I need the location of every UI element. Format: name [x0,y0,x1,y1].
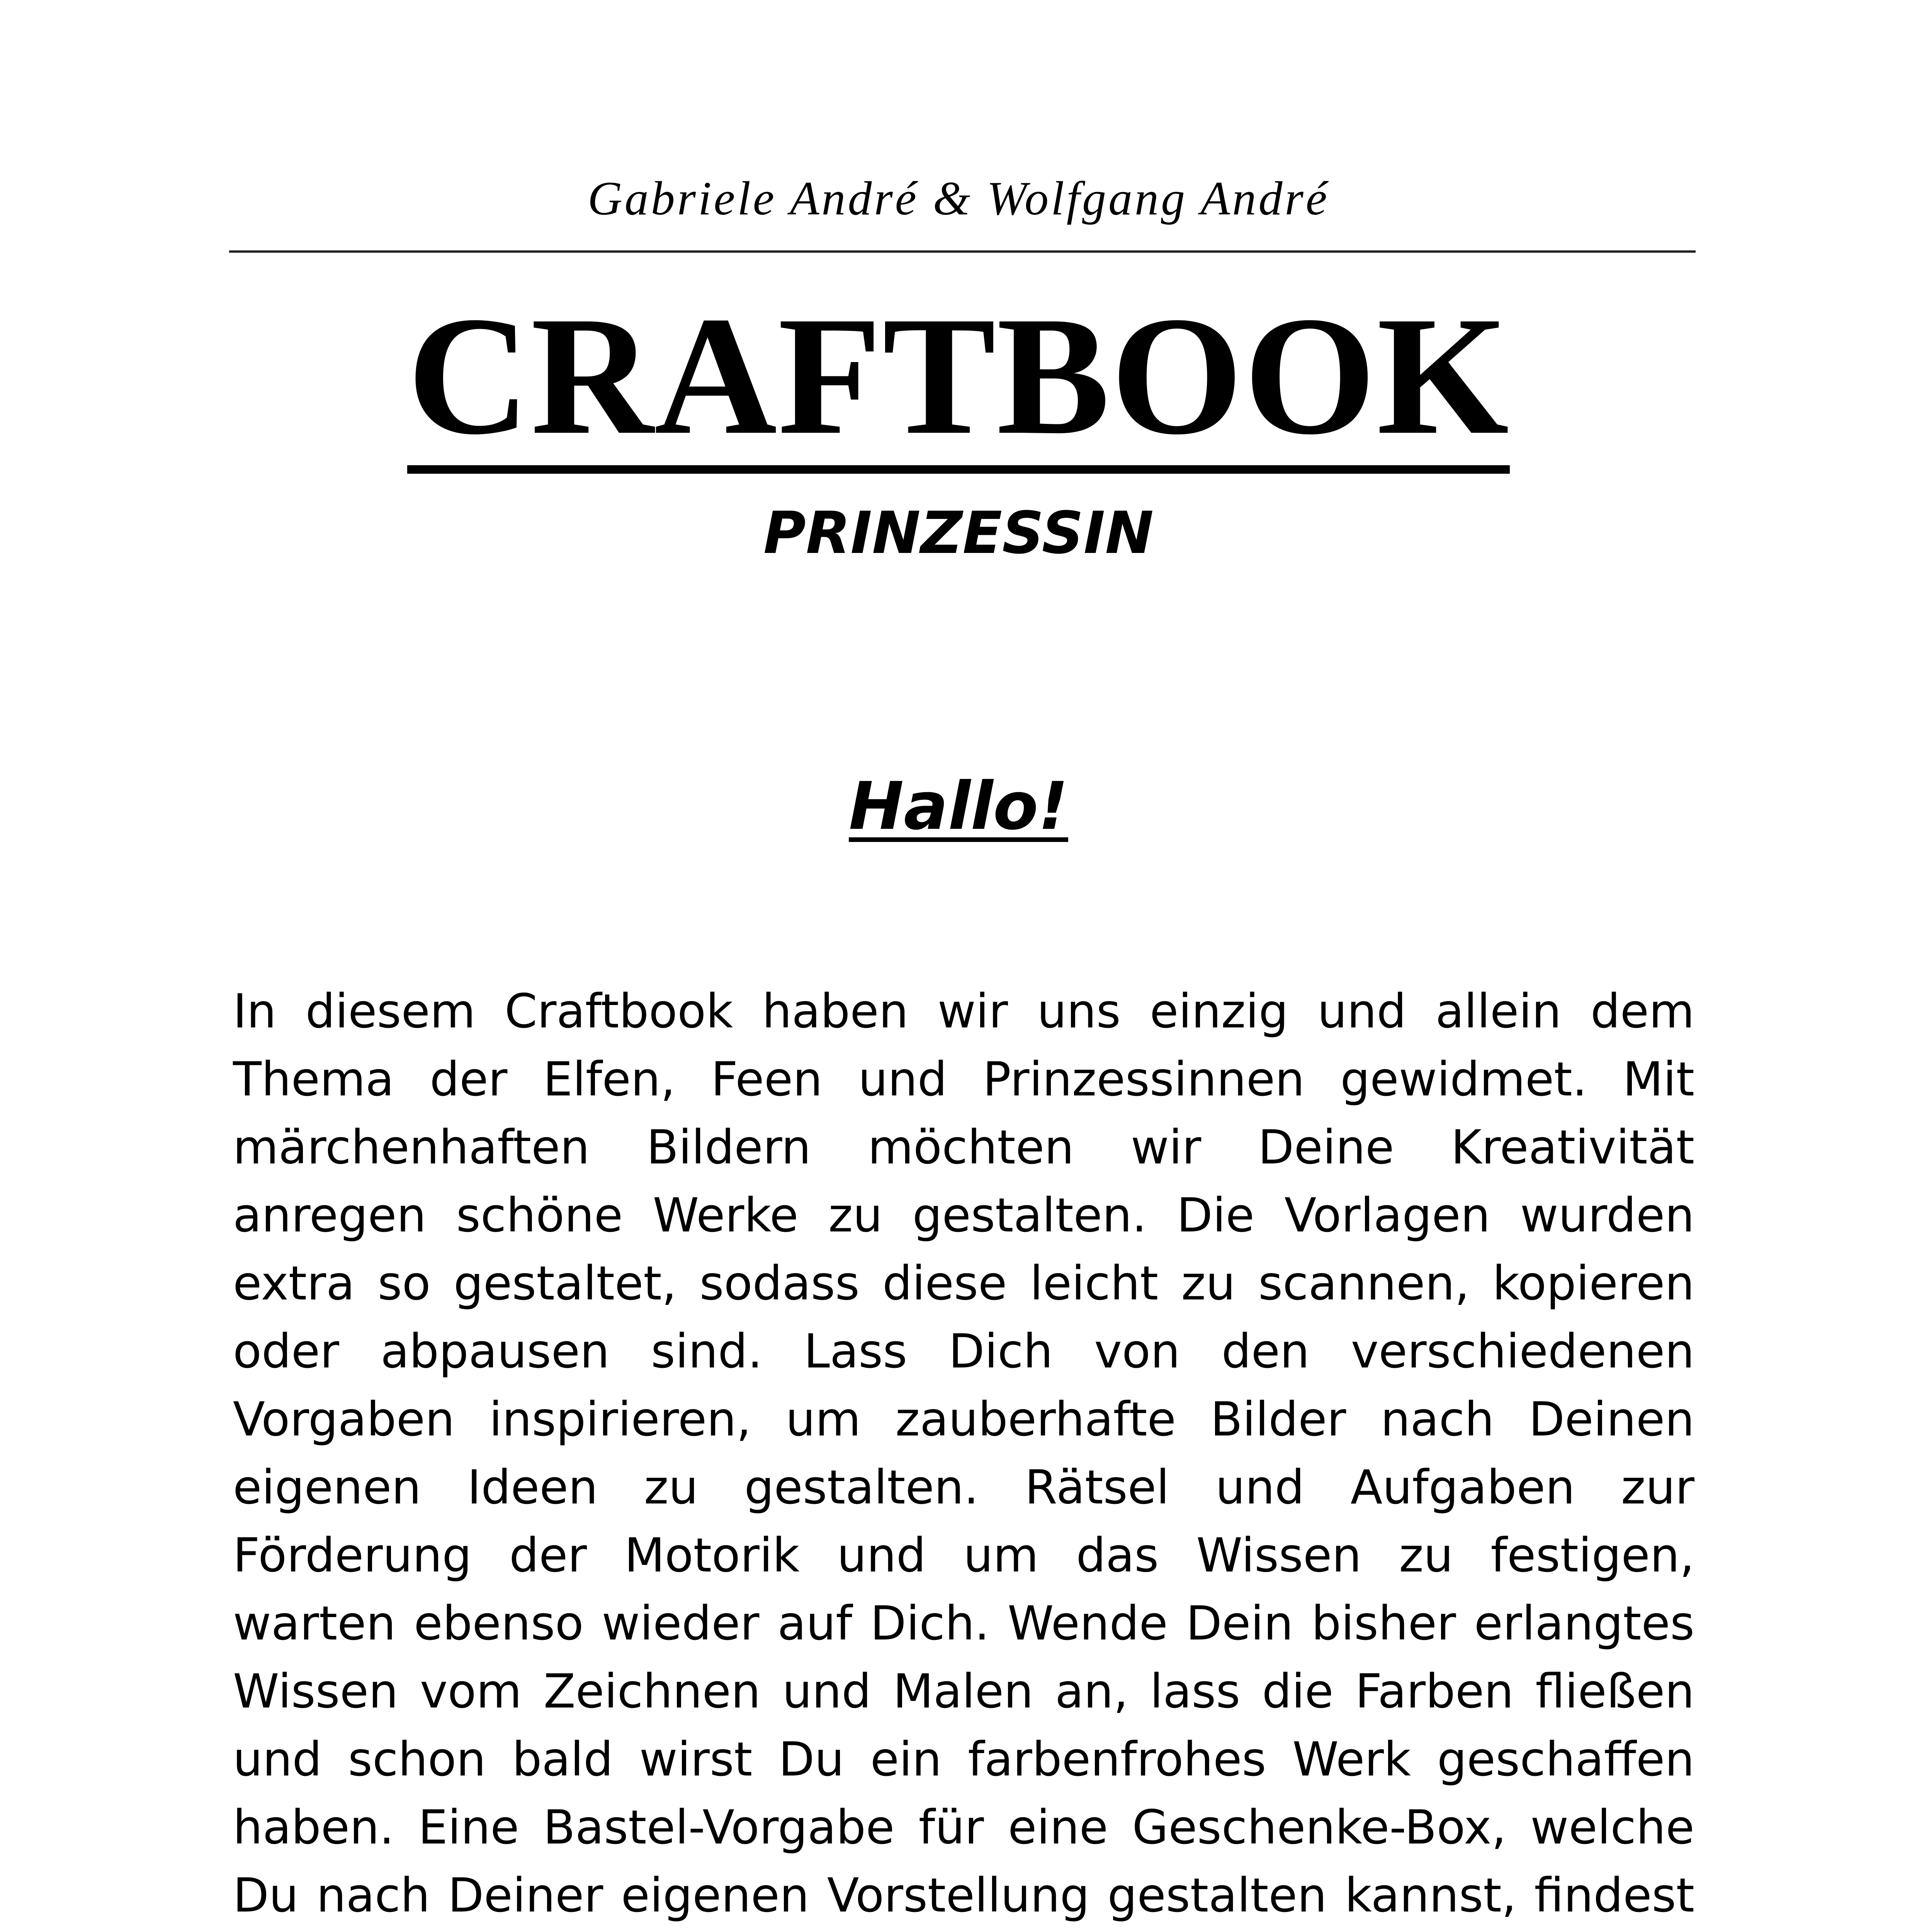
author-line: Gabriele André & Wolfgang André [588,172,1329,225]
greeting-text: Hallo! [849,768,1068,845]
book-title [0,278,1917,474]
book-subtitle: PRINZESSIN [763,500,1154,567]
greeting-heading [0,767,1917,846]
intro-paragraph: In diesem Craftbook haben wir uns einzig und allein dem Thema der Elfen, Feen und Prinzessinnen gewidmet. Mit märchenhaften Bildern möchten wir Deine Kreativität anregen schöne Werke zu gestalten. Die Vorlagen wurden extra so gestaltet, sodass diese leicht zu scannen, kopieren oder abpausen sind. Lass Dich von den verschiedenen Vorgaben inspirieren, um zauberhafte Bilder nach Deinen eigenen Ideen zu gestalten. Rätsel und Aufgaben zur Förderung der Motorik und um das Wissen zu festigen, warten ebenso wieder auf Dich. Wende Dein bisher erlangtes Wissen vom Zeichnen und Malen an, lass die Farben fließen und schon bald wirst Du ein farbenfrohes Werk geschaffen haben. Eine Bastel-Vorgabe für eine Geschenke-Box, welche Du nach Deiner eigenen Vorstellung gestalten kannst, findest [233,984,1694,1923]
book-title-text: CRAFTBOOK [407,287,1510,474]
header-divider [229,250,1696,253]
